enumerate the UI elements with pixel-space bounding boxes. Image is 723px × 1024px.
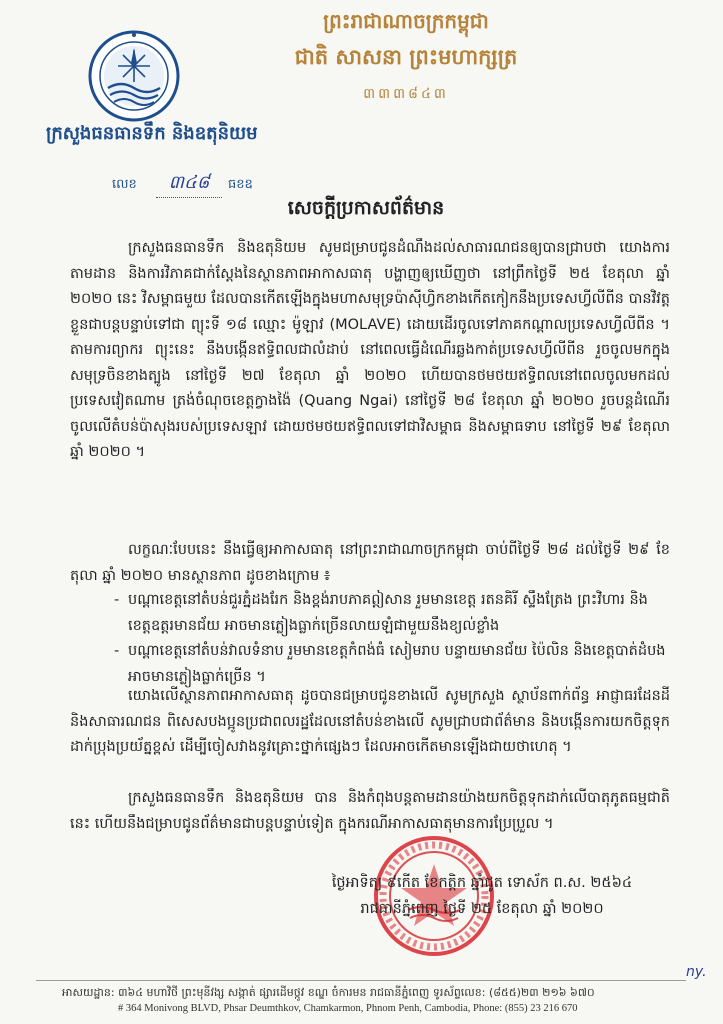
bullet-item-1 <box>114 588 670 639</box>
bullet-item-2 <box>114 639 670 690</box>
kingdom-header: ព្រះរាជាណាចក្រកម្ពុជា <box>323 9 489 33</box>
bullet-dash: - <box>114 592 120 608</box>
reference-suffix: ធខឧ <box>228 177 253 192</box>
bullet-dash: - <box>114 643 120 659</box>
dateline-lunar: ថ្ងៃអាទិត្យ ៩កើត ខែកត្តិក ឆ្នាំជូត ទោស័ក ព.ស. ២៥៦៤ <box>331 875 633 891</box>
official-seal-icon <box>372 834 496 958</box>
reference-number <box>112 170 253 198</box>
body-paragraph-3: យោងលើស្ថានភាពអាកាសធាតុ ដូចបានជម្រាបជូនខាងលើ សូមក្រសួង ស្ថាប័នពាក់ព័ន្ធ អាជ្ញាធរដែនដី និងសាធារណជន ពិសេសបងប្អូនប្រជាពលរដ្ឋដែលនៅតំបន់ខាងលើ សូមជ្រាបជាព័ត៌មាន និងបង្កើនការយកចិត្តទុកដាក់ប្រុងប្រយ័ត្នខ្ពស់ ដើម្បីចៀសវាងនូវគ្រោះថ្នាក់ផ្សេងៗ ដែលអាចកើតមានឡើងជាយថាហេតុ ។ <box>70 688 670 755</box>
body-paragraph-1: ក្រសួងធនធានទឹក និងឧតុនិយម សូមជម្រាបជូនដំណឹងដល់សាធារណជនឲ្យបានជ្រាបថា យោងការតាមដាន និងការវិភាគជាក់ស្តែងនៃស្ថានភាពអាកាសធាតុ បង្ហាញឲ្យឃើញថា នៅព្រឹកថ្ងៃទី ២៥ ខែតុលា ឆ្នាំ ២០២០ នេះ វិសម្ពាធមួយ ដែលបានកើតឡើងក្នុងមហាសមុទ្រប៉ាស៊ីហ្វិកខាងកើតកៀកនឹងប្រទេសហ្វីលីពីន បានវិវត្តខ្លួនជាបន្តបន្ទាប់ទៅជា ព្យុះទី ១៨ ឈ្មោះ ម៉ូឡាវ (MOLAVE) ដោយដើរចូលទៅភាគកណ្តាលប្រទេសហ្វីលីពីន ។ តាមការព្យាករ ព្យុះនេះ នឹងបង្កើនឥទ្ធិពលជាលំដាប់ នៅពេលធ្វើដំណើរឆ្លងកាត់ប្រទេសហ្វីលីពីន រួចចូលមកក្នុងសមុទ្រចិនខាងត្បូង នៅថ្ងៃទី ២៧ ខែតុលា ឆ្នាំ ២០២០ ហើយបានថមថយឥទ្ធិពលនៅពេលចូលមកដល់ប្រទេសវៀតណាម ត្រង់ចំណុចខេត្តក្វាងង៉ៃ (Quang Ngai) នៅថ្ងៃទី ២៨ ខែតុលា ឆ្នាំ ២០២០ រួចបន្តដំណើរចូលលើតំបន់ប៉ាសុងរបស់ប្រទេសឡាវ ដោយថមថយឥទ្ធិពលទៅជាវិសម្ពាធ និងសម្ពាធទាប នៅថ្ងៃទី ២៩ ខែតុលា ឆ្នាំ ២០២០ ។ <box>70 240 670 460</box>
bullet-text-1: បណ្តាខេត្តនៅតំបន់ជួរភ្នំដងរែក និងខ្ពង់រាបភាគឦសាន រួមមានខេត្ត រតនគិរី ស្ទឹងត្រែង ព្រះវិហារ និងខេត្តឧត្តរមានជ័យ អាចមានភ្លៀងធ្លាក់ច្រើនលាយឡំជាមួយនឹងខ្យល់ខ្លាំង <box>128 592 648 634</box>
motto-header: ជាតិ សាសនា ព្រះមហាក្សត្រ <box>294 45 518 69</box>
body-paragraph-4: ក្រសួងធនធានទឹក និងឧតុនិយម បាន និងកំពុងបន្តតាមដានយ៉ាងយកចិត្តទុកដាក់លើបាតុភូតធម្មជាតិនេះ ហើយនឹងជម្រាបជូនព័ត៌មានជាបន្តបន្ទាប់ទៀត ក្នុងករណីអាកាសធាតុមានការប្រែប្រួល ។ <box>70 790 670 832</box>
body-paragraph-2: លក្ខណៈបែបនេះ នឹងធ្វើឲ្យអាកាសធាតុ នៅព្រះរាជាណាចក្រកម្ពុជា ចាប់ពីថ្ងៃទី ២៨ ដល់ថ្ងៃទី ២៩ ខែតុលា ឆ្នាំ ២០២០ មានស្ថានភាព ដូចខាងក្រោម ៖ <box>70 542 670 584</box>
document-title: សេចក្តីប្រកាសព័ត៌មាន <box>287 197 445 219</box>
reference-label: លេខ <box>112 177 137 192</box>
footer-divider <box>36 980 686 981</box>
reference-value: ៣៤៨ <box>156 170 222 198</box>
dateline-gregorian: រាជធានីភ្នំពេញ ថ្ងៃទី ២៥ ខែតុលា ឆ្នាំ ២០២០ <box>360 901 604 917</box>
bullet-text-2: បណ្តាខេត្តនៅតំបន់វាលទំនាប រួមមានខេត្តកំពង់ធំ សៀមរាប បន្ទាយមានជ័យ ប៉ៃលិន និងខេត្តបាត់ដំបង អាចមានភ្លៀងធ្លាក់ច្រើន ។ <box>128 643 666 685</box>
ministry-emblem-icon <box>88 30 180 122</box>
ministry-name: ក្រសួងធនធានទឹក និងឧតុនិយម <box>46 123 258 144</box>
footer-address-english: # 364 Monivong BLVD, Phsar Deumthkov, Chamkarmon, Phnom Penh, Cambodia, Phone: (855) 23 216 670 <box>118 1003 578 1014</box>
handwritten-initials: ny. <box>686 964 707 980</box>
footer-address-khmer: អាសយដ្ឋាន: ៣៦៤ មហាវិថី ព្រះមុនីវង្ស សង្កាត់ ផ្សារដើមថ្កូវ ខណ្ឌ ចំការមន រាជធានីភ្នំពេញ ទូរស័ព្ទលេខ: (៨៥៥)២៣ ២១៦ ៦៧០ <box>62 986 595 999</box>
header-ornament: ៣៣៣៨៤៣ <box>363 86 449 102</box>
